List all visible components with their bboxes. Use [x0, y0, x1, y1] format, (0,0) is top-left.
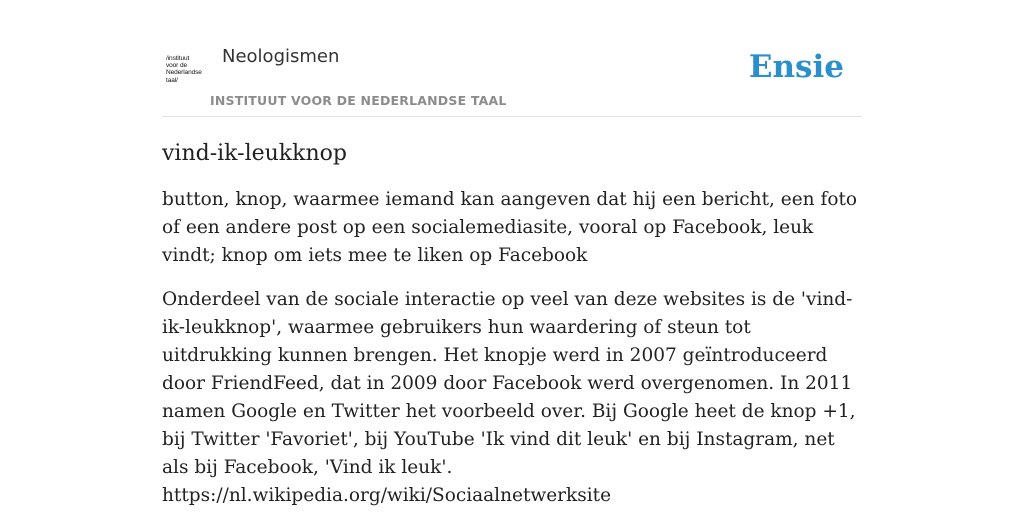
ivdnt-logo[interactable]: [166, 55, 210, 84]
entry-content: [162, 136, 862, 510]
logo-line: /instituut: [166, 55, 190, 62]
ensie-logo[interactable]: Ensie: [748, 49, 844, 85]
entry-explanation: [162, 286, 862, 510]
logo-line: voor de: [166, 62, 187, 70]
entry-term: vind-ik-leukknop: [162, 141, 347, 166]
source-organization: INSTITUUT VOOR DE NEDERLANDSE TAAL: [210, 93, 507, 108]
logo-line: Nederlandse: [166, 69, 202, 77]
source-link[interactable]: https://nl.wikipedia.org/wiki/Sociaalnetwerksite: [162, 485, 612, 506]
entry-definition: button, knop, waarmee iemand kan aangeven dat hij een bericht, een foto of een andere post op een socialemediasite, vooral op Facebook, leuk vindt; knop om iets mee te liken op Facebook: [162, 189, 858, 266]
source-name[interactable]: Neologismen: [222, 46, 340, 67]
logo-line: taal/: [166, 76, 178, 84]
explanation-text: Onderdeel van de sociale interactie op veel van deze websites is de 'vind-ik-leukknop', waarmee gebruikers hun waardering of steun tot uitdrukking kunnen brengen. Het knopje werd in 2007 geïntroduceerd door FriendFeed, dat in 2009 door Facebook werd overgenomen. In 2011 namen Google en Twitter het voorbeeld over. Bij Google heet de knop +1, bij Twitter 'Favoriet', bij YouTube 'Ik vind dit leuk' en bij Instagram, net als bij Facebook, 'Vind ik leuk'.: [162, 289, 856, 478]
header: [162, 40, 862, 117]
